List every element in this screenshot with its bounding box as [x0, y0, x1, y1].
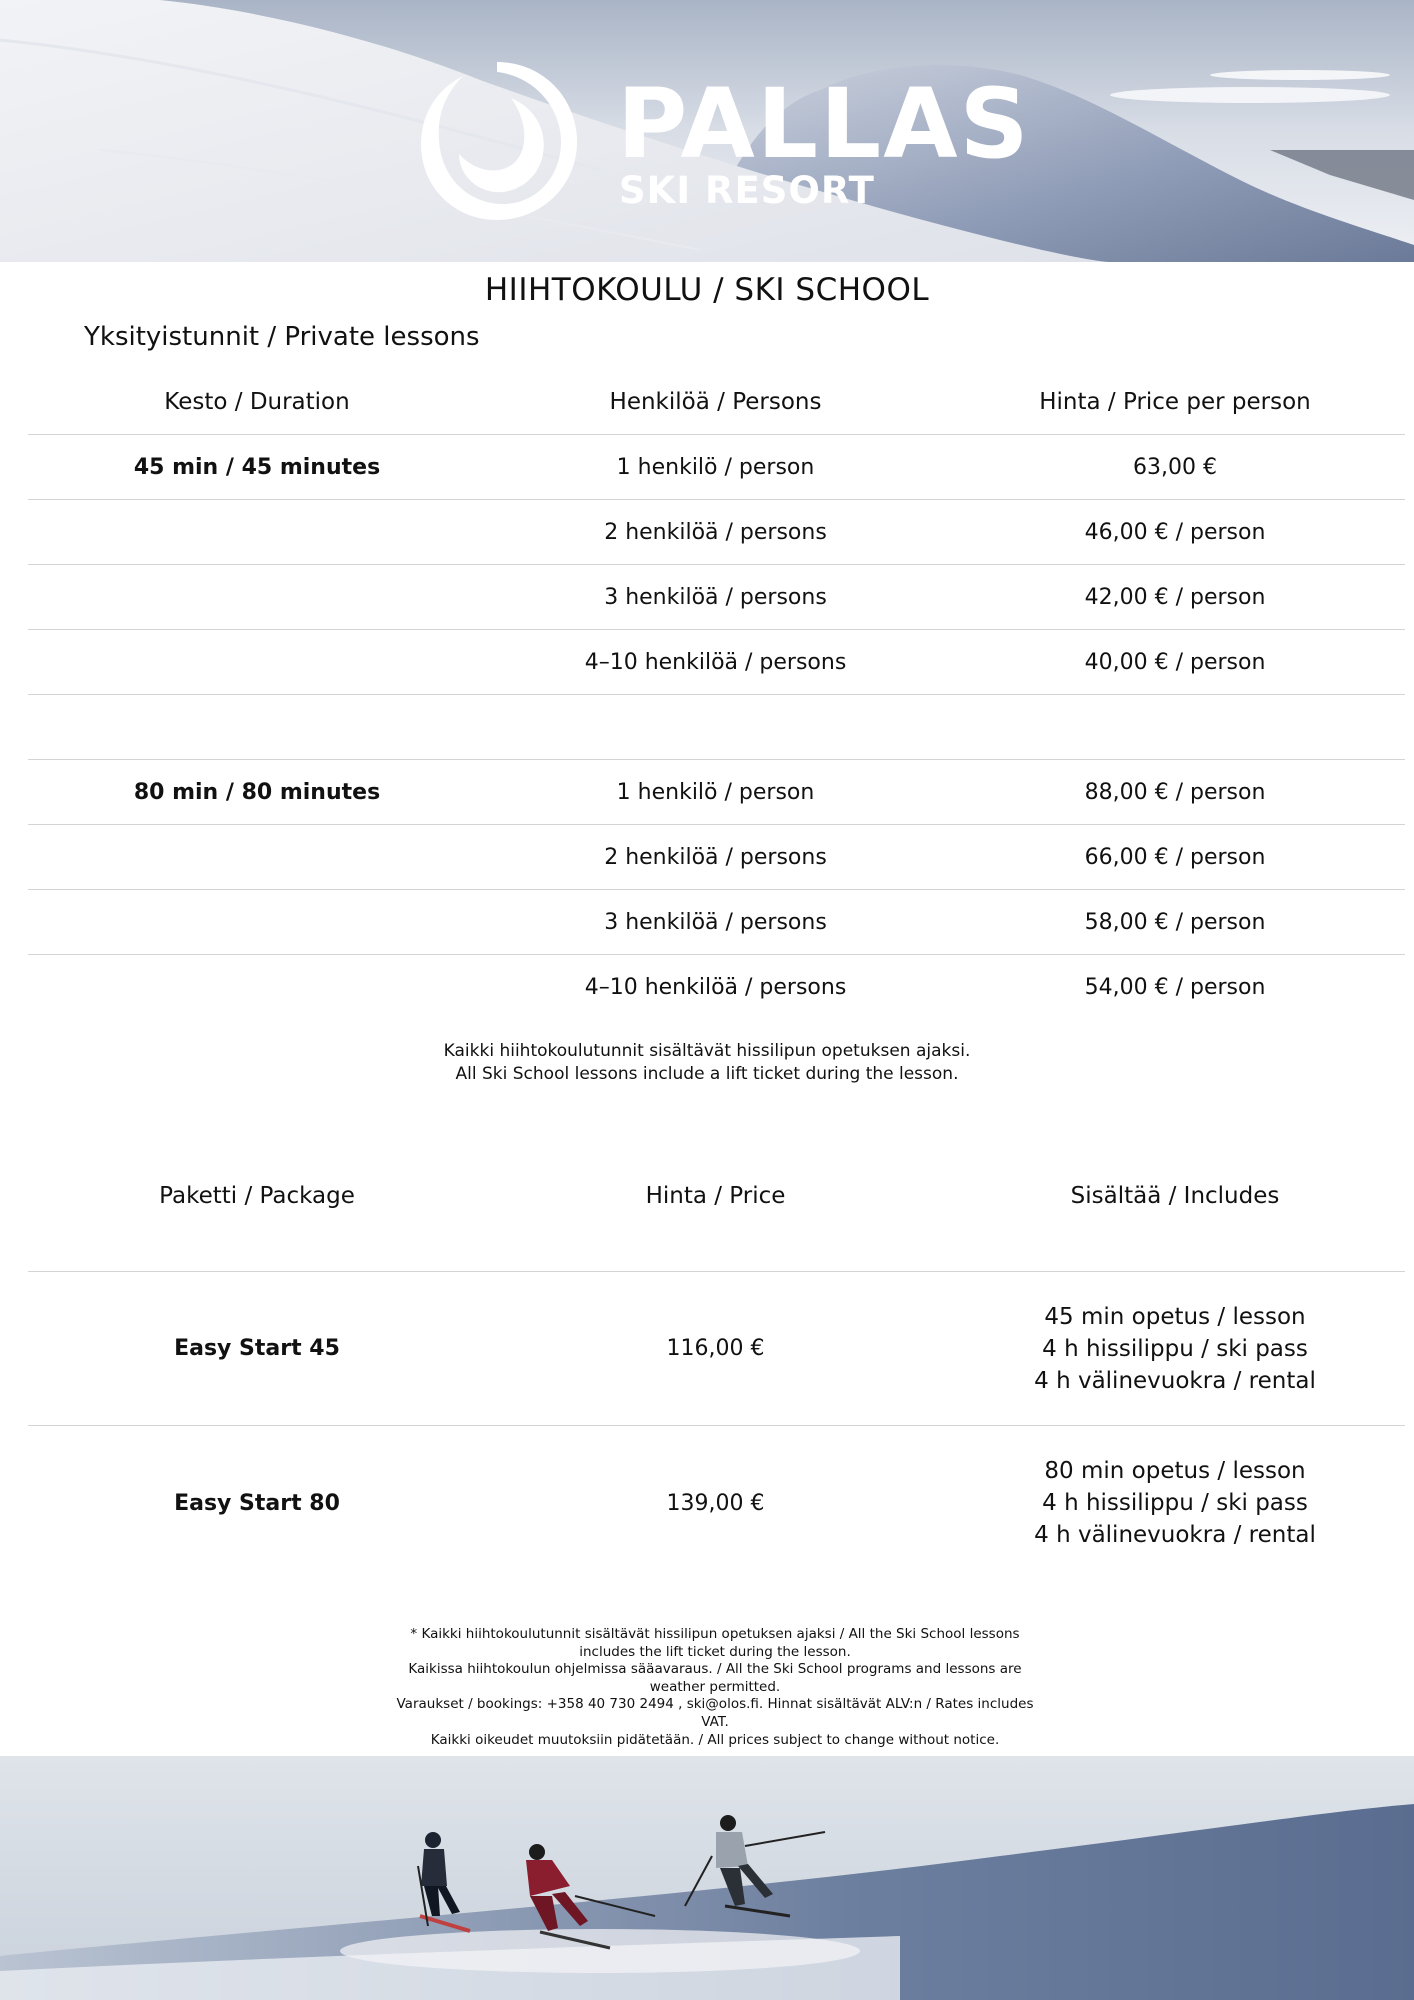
footer-banner — [0, 1756, 1414, 2000]
footer-line: Varaukset / bookings: +358 40 730 2494 , ski@olos.fi. Hinnat sisältävät ALV:n / Rates includes VAT. — [396, 1696, 1034, 1730]
package-header-row — [28, 1120, 1405, 1272]
pallas-logo — [415, 58, 1031, 228]
price-cell: 54,00 € / person — [1084, 975, 1266, 1000]
note-finnish: Kaikki hiihtokoulutunnit sisältävät hissilipun opetuksen ajaksi. — [443, 1041, 971, 1061]
packages-table — [28, 1120, 1405, 1580]
price-cell: 46,00 € / person — [1084, 519, 1266, 545]
package-row — [28, 1272, 1405, 1426]
skiers-photo — [0, 1756, 1414, 2000]
table-row — [28, 955, 1405, 1020]
footer-line: * Kaikki hiihtokoulutunnit sisältävät hissilipun opetuksen ajaksi / All the Ski School lessons includes the lift ticket during the lesson. — [410, 1626, 1020, 1660]
package-includes — [945, 1455, 1405, 1551]
include-item: 4 h hissilippu / ski pass — [1042, 1335, 1308, 1362]
private-lessons-table — [28, 370, 1405, 1020]
table-row — [28, 890, 1405, 955]
pallas-swirl-icon — [415, 58, 580, 223]
brand-subtitle: SKI RESORT — [619, 169, 875, 212]
persons-cell: 3 henkilöä / persons — [604, 909, 827, 935]
price-cell: 40,00 € / person — [1084, 649, 1266, 675]
table-row — [28, 435, 1405, 500]
price-cell: 88,00 € / person — [1084, 779, 1266, 805]
package-row — [28, 1426, 1405, 1580]
package-price: 116,00 € — [666, 1336, 765, 1361]
include-item: 4 h välinevuokra / rental — [1034, 1367, 1316, 1394]
footer-notes — [390, 1626, 1040, 1749]
price-cell: 58,00 € / person — [1084, 909, 1266, 935]
persons-cell: 3 henkilöä / persons — [604, 584, 827, 610]
persons-cell: 4–10 henkilöä / persons — [584, 975, 847, 1000]
duration-label: 45 min / 45 minutes — [133, 454, 381, 480]
header-price: Hinta / Price per person — [1039, 389, 1311, 415]
footer-line: Kaikissa hiihtokoulun ohjelmissa sääavaraus. / All the Ski School programs and lessons are weather permitted. — [408, 1661, 1022, 1695]
header-banner — [0, 0, 1414, 262]
package-includes — [945, 1301, 1405, 1397]
spacer-row — [28, 695, 1405, 760]
header-package: Paketti / Package — [159, 1182, 355, 1209]
package-name: Easy Start 80 — [174, 1490, 340, 1516]
lift-ticket-note — [0, 1040, 1414, 1086]
header-persons: Henkilöä / Persons — [609, 389, 822, 415]
table-row — [28, 825, 1405, 890]
footer-line: Kaikki oikeudet muutoksiin pidätetään. / All prices subject to change without notice. — [430, 1731, 1000, 1748]
price-cell: 66,00 € / person — [1084, 844, 1266, 870]
price-cell: 63,00 € — [1133, 454, 1217, 480]
persons-cell: 2 henkilöä / persons — [604, 844, 827, 870]
duration-label: 80 min / 80 minutes — [133, 779, 381, 805]
persons-cell: 1 henkilö / person — [616, 779, 815, 805]
price-cell: 42,00 € / person — [1084, 584, 1266, 610]
note-english: All Ski School lessons include a lift ticket during the lesson. — [455, 1064, 959, 1084]
include-item: 45 min opetus / lesson — [1044, 1303, 1306, 1330]
persons-cell: 4–10 henkilöä / persons — [584, 649, 847, 675]
header-package-price: Hinta / Price — [645, 1182, 786, 1209]
table-row — [28, 565, 1405, 630]
include-item: 4 h hissilippu / ski pass — [1042, 1490, 1308, 1516]
package-price: 139,00 € — [666, 1490, 765, 1516]
persons-cell: 2 henkilöä / persons — [604, 519, 827, 545]
persons-cell: 1 henkilö / person — [616, 454, 815, 480]
section-title: Yksityistunnit / Private lessons — [84, 322, 480, 352]
include-item: 4 h välinevuokra / rental — [1034, 1522, 1316, 1548]
table-header-row — [28, 370, 1405, 435]
table-row — [28, 500, 1405, 565]
page-title: HIIHTOKOULU / SKI SCHOOL — [484, 272, 930, 308]
header-includes: Sisältää / Includes — [1070, 1182, 1280, 1209]
header-duration: Kesto / Duration — [164, 389, 350, 415]
table-row — [28, 630, 1405, 695]
include-item: 80 min opetus / lesson — [1044, 1458, 1306, 1484]
brand-name: PALLAS — [617, 68, 1031, 180]
package-name: Easy Start 45 — [174, 1336, 340, 1361]
table-row — [28, 760, 1405, 825]
